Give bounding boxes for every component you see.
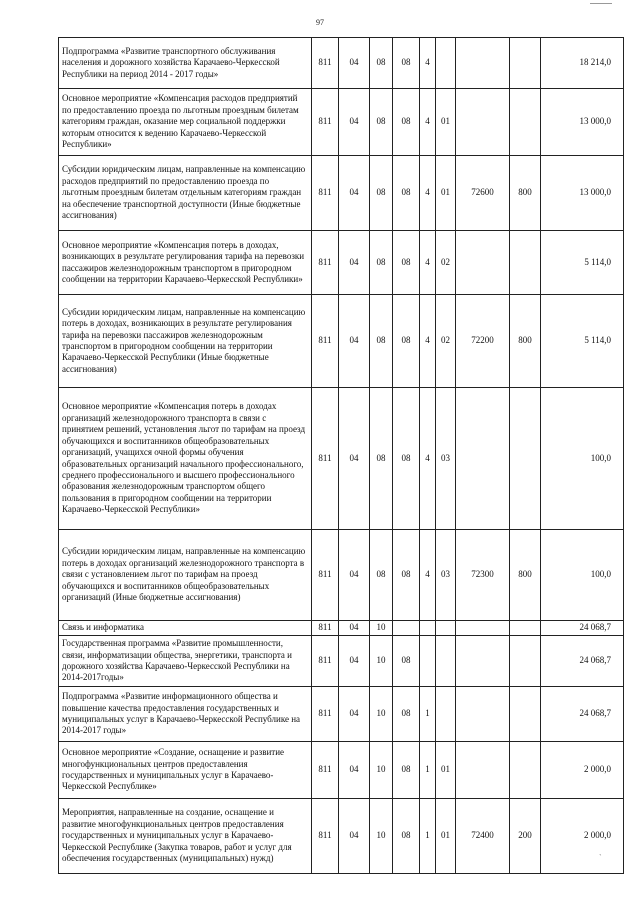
subsection-code: 08 bbox=[370, 89, 393, 156]
row-name: Субсидии юридическим лицам, направленные на компенсацию потерь в доходах, возникающих в результате регулирования тарифа на перевозки пассажиров железнодорожным транспортом в пригородном сообщении на территории Карачаево-Черкесской Республики (Иные бюджетные ассигнования) bbox=[59, 295, 312, 388]
subprogram-code: 4 bbox=[420, 156, 436, 231]
ministry-code: 811 bbox=[312, 89, 339, 156]
event-code: 01 bbox=[436, 89, 456, 156]
subsection-code: 10 bbox=[370, 687, 393, 742]
section-code: 04 bbox=[339, 388, 370, 530]
program-code: 08 bbox=[393, 295, 420, 388]
subprogram-code: 1 bbox=[420, 799, 436, 874]
amount-value: 5 114,0 bbox=[541, 231, 624, 295]
subsection-code: 08 bbox=[370, 38, 393, 89]
program-code: 08 bbox=[393, 799, 420, 874]
table-row bbox=[59, 38, 624, 89]
event-code: 02 bbox=[436, 295, 456, 388]
subprogram-code: 4 bbox=[420, 231, 436, 295]
direction-code bbox=[456, 38, 510, 89]
ministry-code: 811 bbox=[312, 636, 339, 687]
expense-type-code bbox=[510, 231, 541, 295]
direction-code bbox=[456, 687, 510, 742]
row-name: Подпрограмма «Развитие транспортного обслуживания населения и дорожного хозяйства Карачаево-Черкесской Республики на период 2014 - 2017 годы» bbox=[59, 38, 312, 89]
program-code: 08 bbox=[393, 687, 420, 742]
subsection-code: 08 bbox=[370, 388, 393, 530]
subprogram-code: 4 bbox=[420, 89, 436, 156]
event-code bbox=[436, 621, 456, 636]
ministry-code: 811 bbox=[312, 621, 339, 636]
subsection-code: 08 bbox=[370, 530, 393, 621]
expense-type-code bbox=[510, 636, 541, 687]
subprogram-code bbox=[420, 621, 436, 636]
expense-type-code: 200 bbox=[510, 799, 541, 874]
amount-value: 18 214,0 bbox=[541, 38, 624, 89]
expense-type-code bbox=[510, 38, 541, 89]
expense-type-code: 800 bbox=[510, 530, 541, 621]
section-code: 04 bbox=[339, 621, 370, 636]
ministry-code: 811 bbox=[312, 295, 339, 388]
subsection-code: 08 bbox=[370, 156, 393, 231]
table-row bbox=[59, 530, 624, 621]
subsection-code: 08 bbox=[370, 295, 393, 388]
program-code: 08 bbox=[393, 38, 420, 89]
direction-code: 72300 bbox=[456, 530, 510, 621]
section-code: 04 bbox=[339, 156, 370, 231]
direction-code bbox=[456, 636, 510, 687]
section-code: 04 bbox=[339, 530, 370, 621]
table-row bbox=[59, 156, 624, 231]
row-name: Мероприятия, направленные на создание, оснащение и развитие многофункциональных центров предоставления государственных и муниципальных услуг в Карачаево-Черкесской Республике (Закупка товаров, работ и услуг для обеспечения государственных (муниципальных) нужд) bbox=[59, 799, 312, 874]
section-code: 04 bbox=[339, 687, 370, 742]
table-row bbox=[59, 295, 624, 388]
section-code: 04 bbox=[339, 89, 370, 156]
program-code: 08 bbox=[393, 89, 420, 156]
program-code: 08 bbox=[393, 231, 420, 295]
ministry-code: 811 bbox=[312, 38, 339, 89]
section-code: 04 bbox=[339, 38, 370, 89]
subsection-code: 10 bbox=[370, 621, 393, 636]
table-row bbox=[59, 799, 624, 874]
subprogram-code: 1 bbox=[420, 742, 436, 799]
subprogram-code: 4 bbox=[420, 295, 436, 388]
amount-value: 100,0 bbox=[541, 530, 624, 621]
ministry-code: 811 bbox=[312, 388, 339, 530]
subsection-code: 08 bbox=[370, 231, 393, 295]
table-row bbox=[59, 687, 624, 742]
event-code bbox=[436, 38, 456, 89]
section-code: 04 bbox=[339, 295, 370, 388]
subsection-code: 10 bbox=[370, 799, 393, 874]
scan-speck: ` bbox=[599, 853, 602, 862]
expense-type-code bbox=[510, 388, 541, 530]
program-code: 08 bbox=[393, 530, 420, 621]
program-code: 08 bbox=[393, 742, 420, 799]
event-code: 01 bbox=[436, 799, 456, 874]
section-code: 04 bbox=[339, 231, 370, 295]
row-name: Связь и информатика bbox=[59, 621, 312, 636]
ministry-code: 811 bbox=[312, 799, 339, 874]
program-code: 08 bbox=[393, 388, 420, 530]
direction-code: 72400 bbox=[456, 799, 510, 874]
direction-code bbox=[456, 388, 510, 530]
amount-value: 13 000,0 bbox=[541, 156, 624, 231]
direction-code: 72200 bbox=[456, 295, 510, 388]
amount-value: 24 068,7 bbox=[541, 621, 624, 636]
section-code: 04 bbox=[339, 636, 370, 687]
program-code: 08 bbox=[393, 156, 420, 231]
budget-table bbox=[58, 37, 624, 874]
event-code: 03 bbox=[436, 530, 456, 621]
amount-value: 5 114,0 bbox=[541, 295, 624, 388]
ministry-code: 811 bbox=[312, 687, 339, 742]
expense-type-code bbox=[510, 687, 541, 742]
row-name: Основное мероприятие «Компенсация расходов предприятий по предоставлению проезда по льготным проездным билетам категориям граждан, оказание мер социальной поддержки которым относится к ведению Карачаево-Черкесской Республики» bbox=[59, 89, 312, 156]
table-row bbox=[59, 388, 624, 530]
table-body bbox=[59, 38, 624, 874]
section-code: 04 bbox=[339, 742, 370, 799]
ministry-code: 811 bbox=[312, 530, 339, 621]
expense-type-code: 800 bbox=[510, 295, 541, 388]
subsection-code: 10 bbox=[370, 636, 393, 687]
subprogram-code: 4 bbox=[420, 38, 436, 89]
expense-type-code: 800 bbox=[510, 156, 541, 231]
direction-code bbox=[456, 742, 510, 799]
amount-value: 13 000,0 bbox=[541, 89, 624, 156]
subprogram-code bbox=[420, 636, 436, 687]
row-name: Основное мероприятие «Компенсация потерь в доходах, возникающих в результате регулирования тарифа на перевозки пассажиров железнодорожным транспортом в пригородном сообщении на территории Карачаево-Черкесской Республики» bbox=[59, 231, 312, 295]
ministry-code: 811 bbox=[312, 156, 339, 231]
direction-code bbox=[456, 231, 510, 295]
table-row bbox=[59, 636, 624, 687]
page-number: 97 bbox=[316, 18, 324, 27]
subsection-code: 10 bbox=[370, 742, 393, 799]
scan-corner-mark bbox=[590, 3, 612, 4]
direction-code bbox=[456, 621, 510, 636]
expense-type-code bbox=[510, 621, 541, 636]
event-code: 01 bbox=[436, 742, 456, 799]
ministry-code: 811 bbox=[312, 742, 339, 799]
row-name: Государственная программа «Развитие промышленности, связи, информатизации общества, энергетики, транспорта и дорожного хозяйства Карачаево-Черкесской Республики на 2014-2017годы» bbox=[59, 636, 312, 687]
program-code: 08 bbox=[393, 636, 420, 687]
table-row bbox=[59, 742, 624, 799]
expense-type-code bbox=[510, 742, 541, 799]
event-code: 02 bbox=[436, 231, 456, 295]
direction-code bbox=[456, 89, 510, 156]
table-row bbox=[59, 89, 624, 156]
amount-value: 100,0 bbox=[541, 388, 624, 530]
amount-value: 24 068,7 bbox=[541, 636, 624, 687]
expense-type-code bbox=[510, 89, 541, 156]
event-code bbox=[436, 687, 456, 742]
subprogram-code: 1 bbox=[420, 687, 436, 742]
row-name: Основное мероприятие «Создание, оснащение и развитие многофункциональных центров предоставления государственных и муниципальных услуг в Карачаево-Черкесской Республике» bbox=[59, 742, 312, 799]
amount-value: 2 000,0 bbox=[541, 742, 624, 799]
table-row bbox=[59, 621, 624, 636]
section-code: 04 bbox=[339, 799, 370, 874]
direction-code: 72600 bbox=[456, 156, 510, 231]
event-code: 01 bbox=[436, 156, 456, 231]
row-name: Субсидии юридическим лицам, направленные на компенсацию потерь в доходах организаций железнодорожного транспорта в связи с установлением льгот по тарифам на проезд обучающихся и воспитанников общеобразовательных организаций (Иные бюджетные ассигнования) bbox=[59, 530, 312, 621]
subprogram-code: 4 bbox=[420, 530, 436, 621]
row-name: Подпрограмма «Развитие информационного общества и повышение качества предоставления государственных и муниципальных услуг в Карачаево-Черкесской Республике на 2014-2017 годы» bbox=[59, 687, 312, 742]
amount-value: 24 068,7 bbox=[541, 687, 624, 742]
row-name: Основное мероприятие «Компенсация потерь в доходах организаций железнодорожного транспорта в связи с принятием решений, установления льгот по тарифам на проезд обучающихся и воспитанников общеобразовательных организаций, учащихся очной формы обучения образовательных организаций начального профессионального, среднего профессионального и высшего профессионального образования железнодорожным транспортом общего пользования в пригородном сообщении на территории Карачаево-Черкесской Республики» bbox=[59, 388, 312, 530]
event-code bbox=[436, 636, 456, 687]
program-code bbox=[393, 621, 420, 636]
ministry-code: 811 bbox=[312, 231, 339, 295]
table-row bbox=[59, 231, 624, 295]
subprogram-code: 4 bbox=[420, 388, 436, 530]
event-code: 03 bbox=[436, 388, 456, 530]
row-name: Субсидии юридическим лицам, направленные на компенсацию расходов предприятий по предоставлению проезда по льготным проездным билетам отдельным категориям граждан на обеспечение транспортной доступности (Иные бюджетные ассигнования) bbox=[59, 156, 312, 231]
amount-value: 2 000,0 bbox=[541, 799, 624, 874]
